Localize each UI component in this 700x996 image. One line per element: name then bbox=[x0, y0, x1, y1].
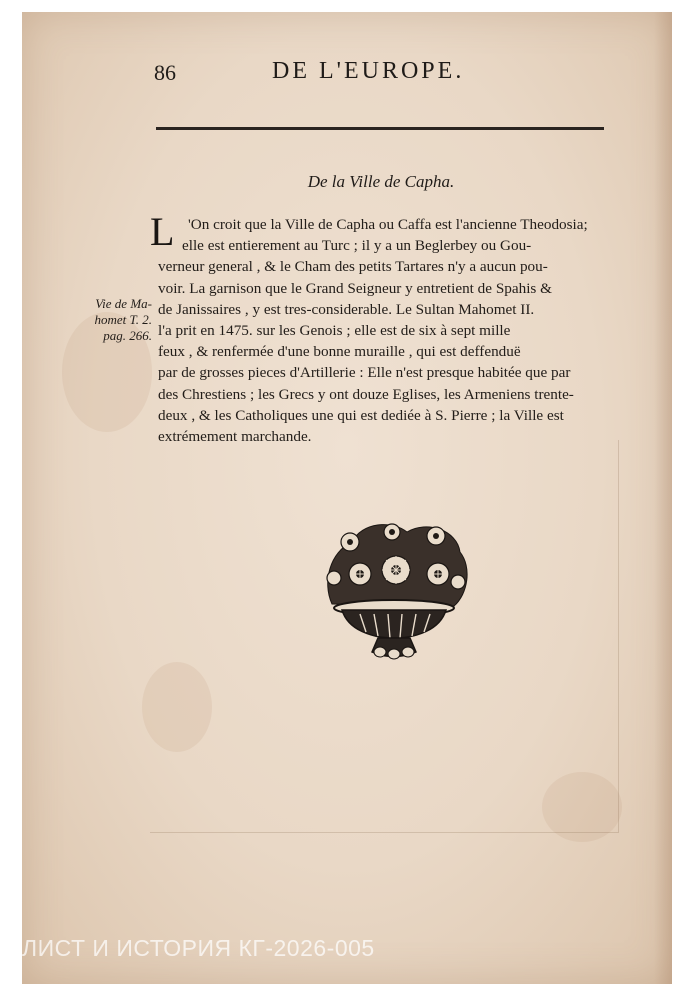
drop-cap: L bbox=[150, 209, 175, 254]
running-head: DE L'EUROPE. bbox=[272, 58, 465, 84]
header-rule bbox=[156, 127, 604, 130]
marginal-note-line: Vie de Ma- bbox=[95, 296, 152, 311]
text-line: deux , & les Catholiques une qui est dediée à S. Pierre ; la Ville est bbox=[158, 406, 564, 424]
text-line: extrémement marchande. bbox=[158, 428, 312, 446]
text-line: l'a prit en 1475. sur les Genois ; elle est de six à sept mille bbox=[158, 322, 511, 340]
section-heading: De la Ville de Capha. bbox=[307, 172, 455, 191]
marginal-note-line: pag. 266. bbox=[103, 328, 152, 343]
watermark: ЛИСТ И ИСТОРИЯ КГ-2026-005 bbox=[22, 935, 375, 961]
text-line: par de grosses pieces d'Artillerie : Elle n'est presque habitée que par bbox=[158, 364, 571, 382]
text-line: verneur general , & le Cham des petits Tartares n'y a aucun pou- bbox=[158, 258, 548, 276]
paper-edge-shadow bbox=[654, 12, 672, 984]
marginal-note bbox=[70, 296, 152, 344]
marginal-note-line: homet T. 2. bbox=[94, 312, 152, 327]
woodcut-flower-basket-icon bbox=[312, 512, 474, 662]
text-line: 'On croit que la Ville de Capha ou Caffa est l'ancienne Theodosia; bbox=[188, 216, 588, 233]
text-line: elle est entierement au Turc ; il y a un Beglerbey ou Gou- bbox=[182, 237, 532, 255]
text-line: de Janissaires , y est tres-considerable. Le Sultan Mahomet II. bbox=[158, 300, 535, 318]
text-line: feux , & renfermée d'une bonne muraille , qui est deffenduë bbox=[158, 343, 521, 361]
text-line: des Chrestiens ; les Grecs y ont douze Eglises, les Armeniens trente- bbox=[158, 385, 574, 403]
text-line: voir. La garnison que le Grand Seigneur y entretient de Spahis & bbox=[158, 279, 552, 297]
page-number: 86 bbox=[154, 60, 176, 85]
body-paragraph bbox=[158, 214, 606, 447]
